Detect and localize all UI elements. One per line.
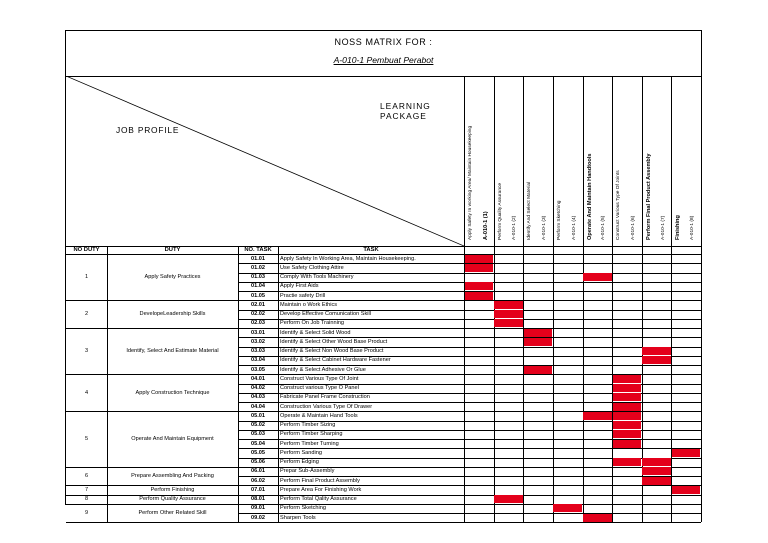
task-name: Apply Safety In Working Area, Maintain Housekeeping. [280,255,416,262]
matrix-mark [524,366,552,374]
matrix-mark [494,310,522,318]
task-number: 02.02 [251,311,265,318]
matrix-mark [583,273,611,281]
duty-number: 3 [84,348,89,355]
matrix-mark [613,430,641,438]
task-name: Use Safety Clothing Attire [280,264,344,271]
task-name: Sharpen Tools [280,514,316,521]
task-name: Perform Timber Sharping [280,431,343,438]
duty-number: 1 [84,274,89,281]
duty-row-line [66,467,238,468]
matrix-mark [524,338,552,346]
task-number: 05.06 [251,459,265,466]
task-name: Maintain o Work Ethics [280,301,338,308]
task-number: 01.01 [251,255,265,262]
package-header-label: Identify And Select Material [527,181,533,240]
task-number: 05.05 [251,449,265,456]
task-number: 05.01 [251,412,265,419]
task-number: 03.02 [251,338,265,345]
header-no-task: NO. TASK [244,247,272,253]
task-name: Perform Edging [280,459,319,466]
task-number: 01.05 [251,292,265,299]
task-name: Practie safety Drill [280,292,326,299]
task-name: Perform On Job Trainning [280,320,345,327]
package-header-label: Apply Safety In working Area/ Maintain Housekeeping [468,125,473,240]
task-name: Construct various Type O Panel [280,385,359,392]
task-name: Perform Sketching [280,505,327,512]
matrix-mark [613,393,641,401]
task-number: 03.03 [251,348,265,355]
task-number: 03.01 [251,329,265,336]
package-header-label: Operate And Maintain Handtools [586,153,593,240]
duty-number: 7 [84,486,89,493]
package-header-label: Finishing [675,215,682,240]
task-name: Apply First Aids [280,283,319,290]
package-header-label: Perform Quality Assurance [497,182,503,240]
task-number: 04.03 [251,394,265,401]
matrix-mark [642,477,670,485]
task-number: 04.04 [251,403,265,410]
matrix-mark [583,514,611,522]
matrix-grid [66,31,701,521]
matrix-mark [642,347,670,355]
task-name: Construct Various Type Of Joint [280,375,359,382]
task-number: 01.02 [251,264,265,271]
duty-number: 4 [84,389,89,396]
task-name: Identify & Select Solid Wood [280,329,351,336]
task-number: 02.01 [251,301,265,308]
task-name: Prepar Sub-Assembly [280,468,335,475]
package-header-label: A-010-1 (2) [512,215,518,240]
matrix-mark [553,504,581,512]
task-name: Prepare Area For Finishing Work [280,486,362,493]
task-number: 06.02 [251,477,265,484]
package-header-label: A-010-1 (7) [660,215,666,240]
task-row-line [238,522,701,523]
noss-matrix-sheet [65,30,702,521]
duty-name: Perform Other Related Skill [138,510,207,516]
task-name: Construction Various Type Of Drawer [280,403,373,410]
package-column-line [553,76,554,522]
task-name: Perform Total Qality Assurance [280,496,357,503]
task-number: 05.03 [251,431,265,438]
matrix-mark [465,292,493,300]
matrix-mark [613,412,641,420]
matrix-mark [642,467,670,475]
matrix-mark [465,282,493,290]
page-title: NOSS MATRIX FOR : [334,37,433,47]
duty-number: 5 [84,436,89,442]
package-header-label: Perform Sketching [556,200,562,240]
duty-name: Apply Safety Practices [144,274,201,281]
duty-row-line [66,374,238,375]
task-name: Identify & Select Non Wood Base Product [280,348,384,355]
duty-name: Apply Construction Technique [135,389,210,396]
task-number: 07.01 [251,486,265,493]
duty-row-line [66,300,238,301]
task-number: 08.01 [251,496,265,503]
duty-number: 8 [84,496,89,503]
package-header-label: Perform Final Product Assembly [645,153,652,240]
package-header-label: A-010-1 (4) [571,215,577,240]
task-number: 03.04 [251,357,265,364]
package-column-line [494,76,495,522]
header-task: TASK [363,247,379,253]
package-header-label: A-010-1 (5) [601,215,607,240]
matrix-mark [642,356,670,364]
matrix-mark [613,421,641,429]
matrix-mark [613,375,641,383]
package-column-line [701,76,702,522]
duty-number: 6 [84,473,89,479]
package-header-label: A-010-1 (8) [690,215,696,240]
learning-package-label: LEARNING PACKAGE [380,101,431,121]
task-name: Perform Timber Turning [280,440,339,447]
matrix-mark [672,449,700,457]
task-number: 04.01 [251,375,265,382]
job-profile-label: JOB PROFILE [116,125,180,135]
matrix-mark [613,458,641,466]
matrix-mark [524,329,552,337]
package-header-label: A-010-1 (3) [542,215,548,240]
package-column-line [523,76,524,522]
task-name: Perform Sanding [280,449,322,456]
header-duty: DUTY [164,247,181,253]
task-name: Operate & Maintain Hand Tools [280,412,358,419]
matrix-mark [613,440,641,448]
task-number: 01.04 [251,283,265,290]
duty-name: DevelopeLeadership Skills [139,311,206,318]
task-number: 04.02 [251,385,265,392]
package-column-line [642,76,643,522]
duty-name: Identify, Select And Estimate Material [126,348,219,355]
task-name: Develop Effective Comunication Skill [280,311,371,318]
package-column-line [583,76,584,522]
header-no-duty: NO DUTY [73,247,100,253]
duty-column-line [107,246,108,522]
package-column-line [612,76,613,522]
task-number: 06.01 [251,468,265,475]
duty-row-line [66,328,238,329]
task-name: Identify & Select Cabinet Hardware Fastener [280,357,391,364]
package-header-label: A-010-1 (6) [630,215,636,240]
matrix-mark [465,255,493,263]
duty-number: 9 [84,510,89,516]
matrix-mark [583,412,611,420]
task-number: 09.01 [251,505,265,512]
matrix-mark [613,403,641,411]
task-number: 05.04 [251,440,265,447]
task-name: Perform Final Product Assembly [280,477,360,484]
matrix-mark [672,486,700,494]
duty-row-line [66,411,238,412]
package-header-label: A-010-1 (1) [482,211,489,240]
page-subtitle: A-010-1 Pembuat Perabot [333,55,434,65]
matrix-mark [465,264,493,272]
task-number: 02.03 [251,320,265,327]
duty-name: Prepare Assembling And Packing [131,473,214,479]
duty-name: Perform Quality Assurance [139,496,206,503]
task-name: Perform Timber Sizing [280,422,336,429]
duty-name: Operate And Maintain Equipment [131,436,214,442]
task-number: 09.02 [251,514,265,521]
task-name: Identify & Select Adhesive Or Glue [280,366,366,373]
task-number: 05.02 [251,422,265,429]
duty-name: Perform Finishing [150,486,195,493]
matrix-mark [642,458,670,466]
matrix-mark [494,495,522,503]
duty-row-line [66,504,238,505]
matrix-mark [494,319,522,327]
task-number: 03.05 [251,366,265,373]
matrix-mark [494,301,522,309]
package-header-label: Construct Various Type Of Joints [616,170,622,240]
matrix-mark [613,384,641,392]
task-number: 01.03 [251,274,265,281]
duty-row-line [66,522,238,523]
task-name: Fabricate Panel Frame Construction [280,394,370,401]
duty-number: 2 [84,311,89,318]
task-name: Comply With Tools Machinery [280,274,354,281]
task-name: Identify & Select Other Wood Base Product [280,338,388,345]
